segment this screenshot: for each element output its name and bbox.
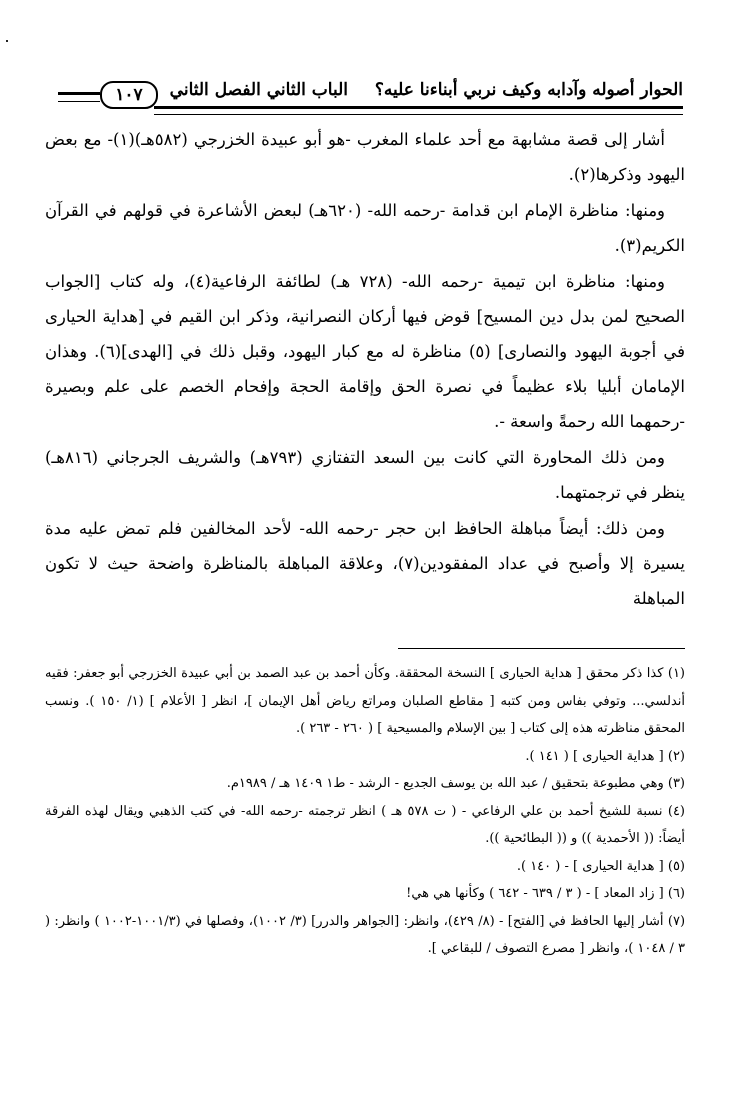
chapter-title: الباب الثاني الفصل الثاني: [169, 80, 348, 100]
footnotes: [45, 660, 685, 963]
header-rule: [154, 106, 683, 115]
footnote: (٧) أشار إليها الحافظ في [الفتح] - (٨/ ٤٢٩)، وانظر: [الجواهر والدرر] (٣/ ١٠٠٢)، وفصلها في (١٠٠١/٣-١٠٠٢ ) وانظر: ( ٣ / ١٠٤٨ )، وانظر [ مصرع التصوف / للبقاعي ].: [45, 913, 686, 956]
scan-speck: [6, 40, 8, 42]
footnote: (٣) وهي مطبوعة بتحقيق / عبد الله بن يوسف الجديع - الرشد - ط١ ١٤٠٩ هـ / ١٩٨٩م.: [226, 776, 685, 791]
footnote: (٥) [ هداية الحيارى ] - ( ١٤٠ ).: [516, 858, 685, 874]
book-title: الحوار أصوله وآدابه وكيف نربي أبناءنا عليه؟: [374, 80, 683, 100]
paragraph: ومن ذلك: أيضاً مباهلة الحافظ ابن حجر -رحمه الله- لأحد المخالفين فلم تمض عليه مدة يسيرة إلا وأصبح في عداد المفقودين(٧)، وعلاقة المباهلة بالمناظرة واضحة حيث لا تكون المباهلة: [45, 519, 685, 608]
header-rule-left: [58, 92, 100, 102]
paragraph: أشار إلى قصة مشابهة مع أحد علماء المغرب -هو أبو عبيدة الخزرجي (٥٨٢هـ)(١)- مع بعض اليهود وذكرها(٢).: [45, 130, 685, 184]
footnote-separator: [398, 648, 685, 649]
paragraph: ومن ذلك المحاورة التي كانت بين السعد التفتازي (٧٩٣هـ) والشريف الجرجاني (٨١٦هـ) ينظر في ترجمتهما.: [45, 448, 685, 502]
footnote: (٦) [ زاد المعاد ] - ( ٣ / ٦٣٩ - ٦٤٢ ) وكأنها هي هي!: [406, 886, 685, 901]
footnote: (٢) [ هداية الحيارى ] ( ١٤١ ).: [525, 748, 685, 764]
page-header: [58, 78, 683, 112]
page-number: [100, 81, 158, 109]
paragraph: ومنها: مناظرة الإمام ابن قدامة -رحمه الله- (٦٢٠هـ) لبعض الأشاعرة في قولهم في القرآن الكريم(٣).: [45, 201, 685, 255]
paragraph: ومنها: مناظرة ابن تيمية -رحمه الله- (٧٢٨ هـ) لطائفة الرفاعية(٤)، وله كتاب [الجواب الصحيح لمن بدل دين المسيح] قوض فيها أركان النصرانية، وذكر ابن القيم في [هداية الحيارى في أجوبة اليهود والنصارى] (٥) مناظرة له مع كبار اليهود، وقبل ذلك في [الهدى](٦). وهذان الإمامان أبليا بلاء عظيماً في نصرة الحق وإقامة الحجة وإفحام الخصم على علم وبصيرة -رحمهما الله رحمةً واسعة -.: [45, 272, 685, 431]
footnote: (١) كذا ذكر محقق [ هداية الحيارى ] النسخة المحققة. وكأن أحمد بن عبد الصمد بن أبي عبيدة الخزرجي أبو جعفر: فقيه أندلسي... وتوفي بفاس ومن كتبه [ مقاطع الصلبان ومراتع رياض أهل الإيمان ]، انظر [ الأعلام ] (١/ ١٥٠ ). ونسب المحقق مناظرته هذه إلى كتاب [ بين الإسلام والمسيحية ] ( ٢٦٠ - ٢٦٣ ).: [45, 666, 685, 736]
main-text: [45, 122, 685, 617]
page-number-text: ١٠٧: [115, 85, 143, 105]
footnote: (٤) نسبة للشيخ أحمد بن علي الرفاعي - ( ت ٥٧٨ هـ ) انظر ترجمته -رحمه الله- في كتب الذهبي ويقال لهذه الفرقة أيضاً: (( الأحمدية )) و (( البطائحية )).: [45, 803, 685, 846]
